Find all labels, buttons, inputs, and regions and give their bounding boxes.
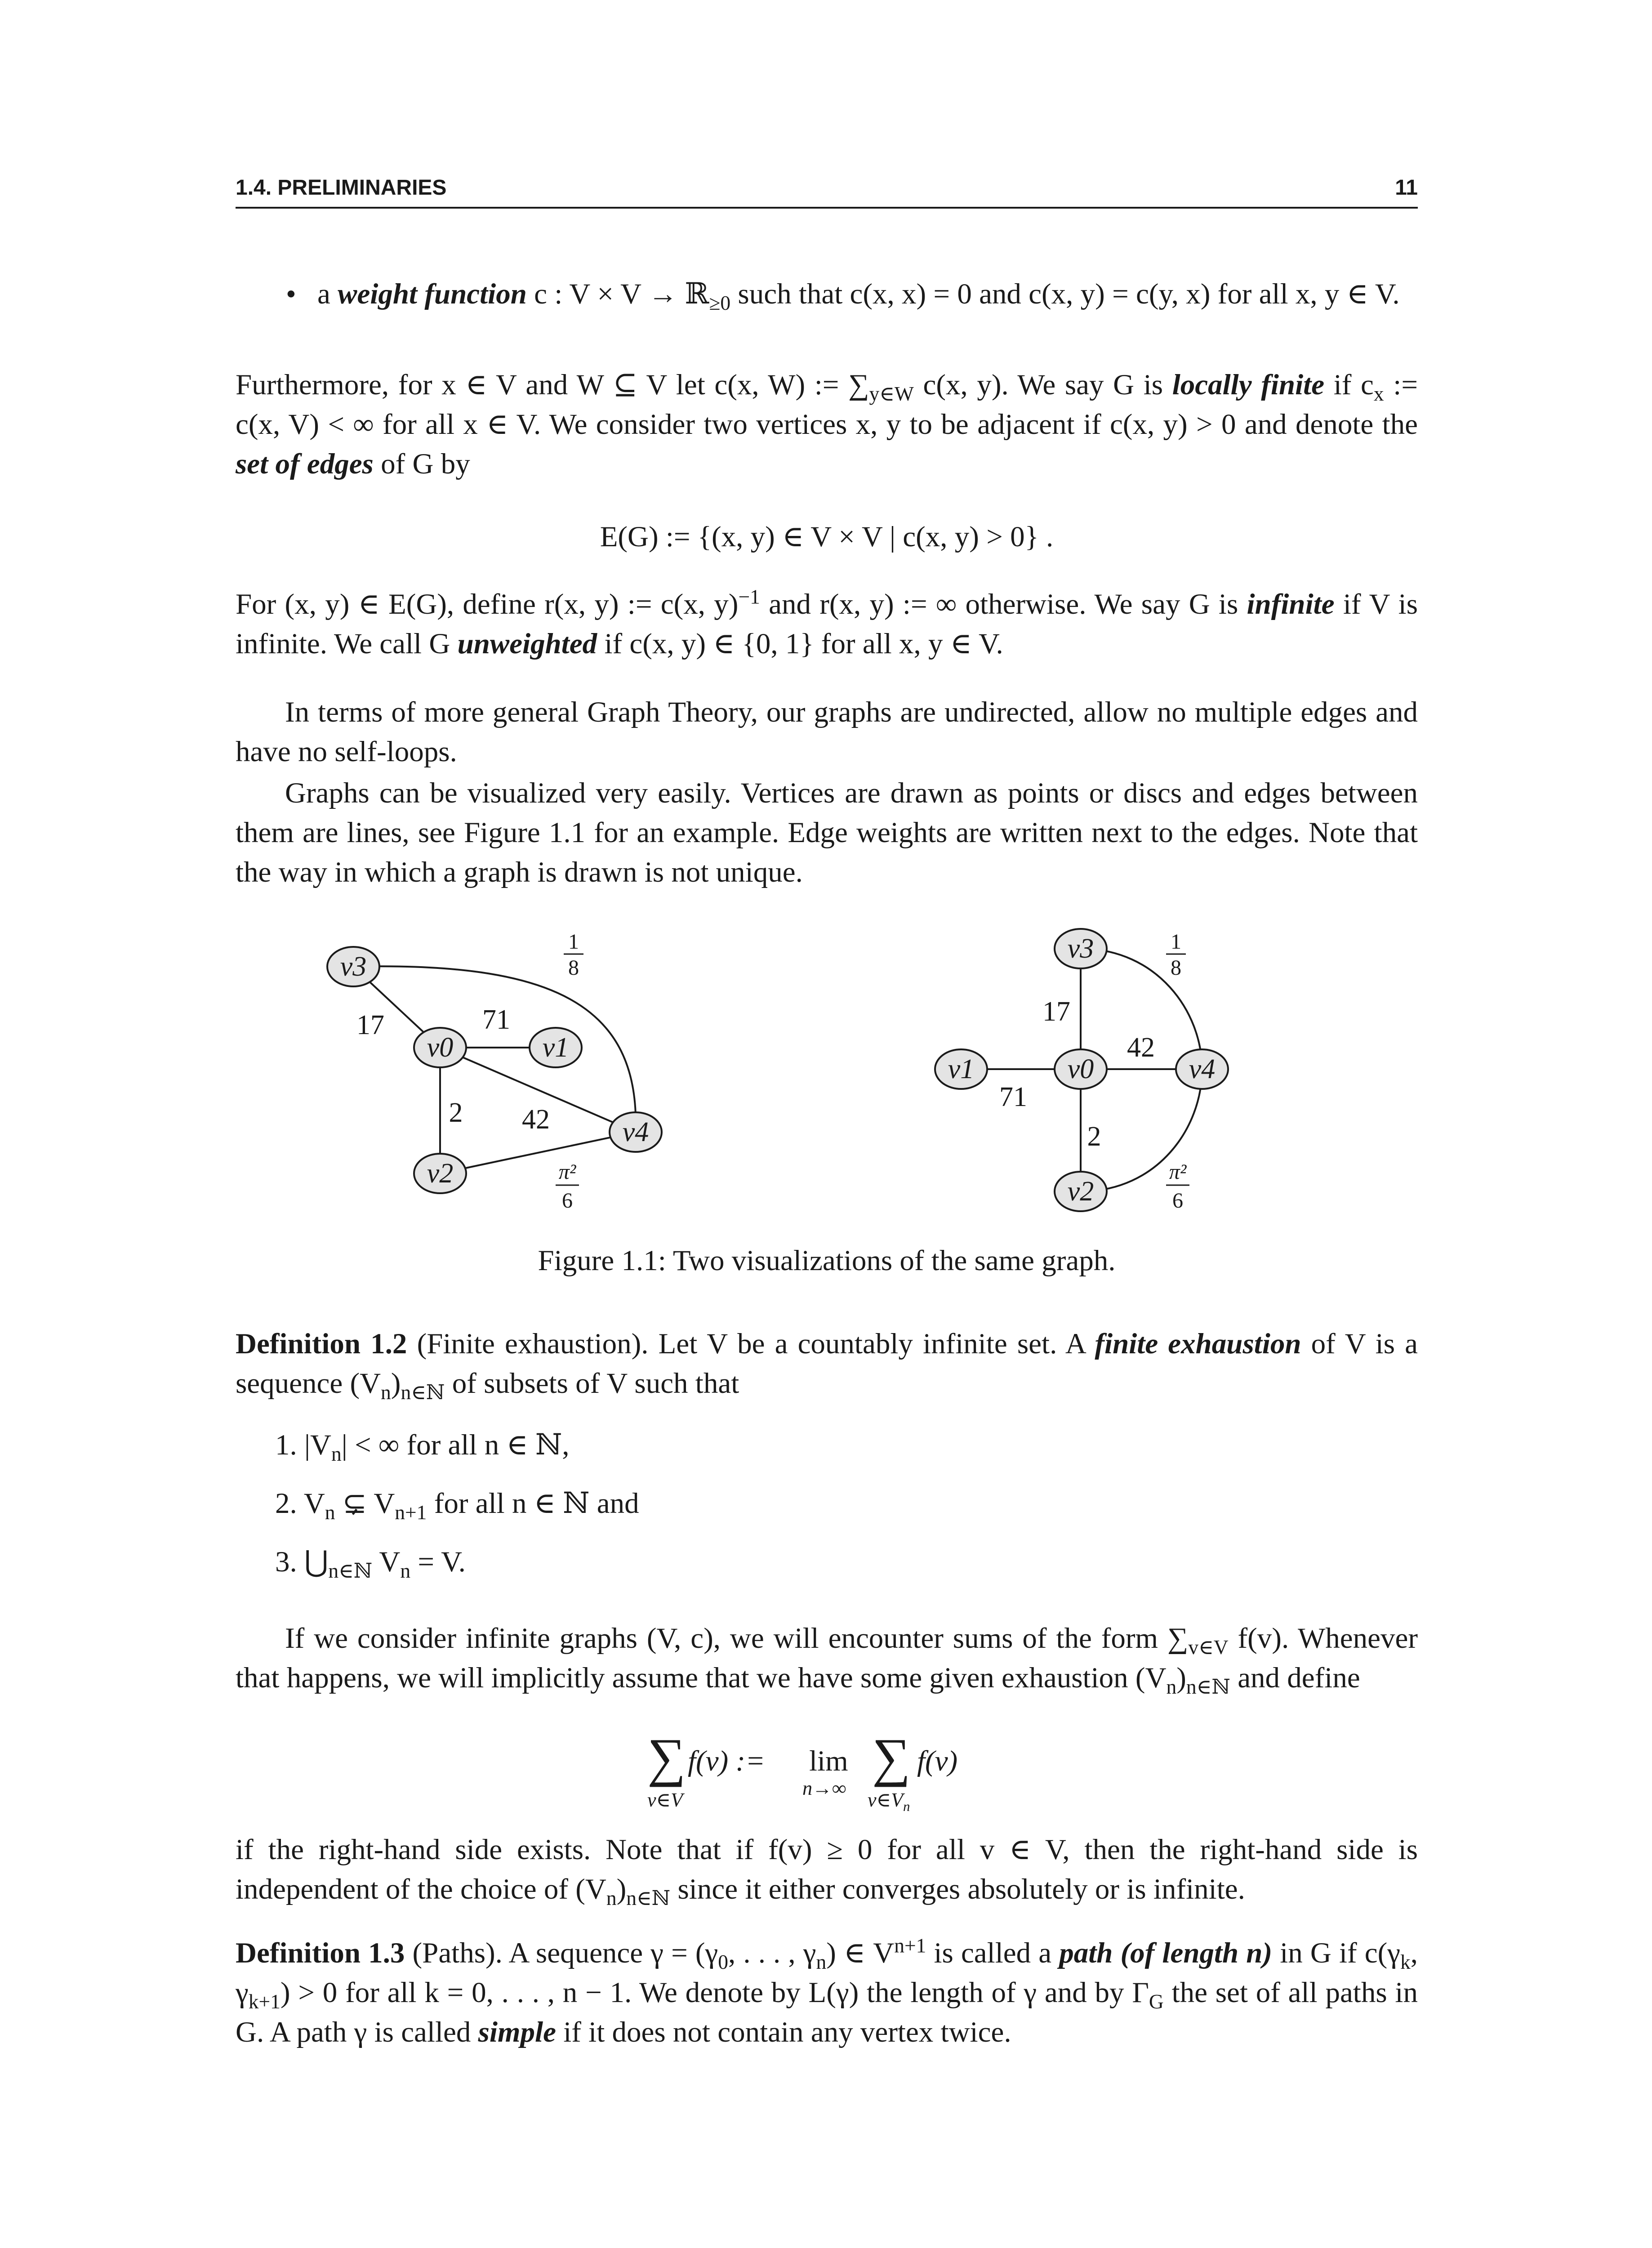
sum-sign-right: ∑	[872, 1727, 911, 1787]
term-unweighted: unweighted	[457, 628, 597, 660]
enum-item-3: 3. $⋃_{n\in ℕ}$ $V_n = V$.	[275, 1546, 466, 1582]
page-number: 11	[1395, 176, 1418, 200]
left-weight-v3-v0: 17	[356, 1010, 384, 1040]
right-weight-v3-v0: 17	[1042, 996, 1070, 1027]
left-edge-v2-v4	[440, 1132, 636, 1173]
definition-1-3: Definition 1.3 (Paths). A sequence $\gamma = (\gamma_0$, . . . , $\gamma_n$) ∈ $V^{n+1}$ is called a path (of length n) in G if $c(\gamma_k$, $\gamma_{k+1}) > 0$ for all k = 0, . . . , n − 1. We denote by L(γ) the length of γ and by $\Gamma_G$ the set of all paths in G. A path γ is called simple if it does not contain any vertex twice.	[236, 1934, 1418, 2048]
term-weight-function: weight function	[338, 278, 527, 310]
paragraph-graph-theory: In terms of more general Graph Theory, our graphs are undirected, allow no multiple edges and have no self-loops.	[236, 696, 1418, 768]
right-weight-v3-v4-num: 1	[1171, 930, 1181, 954]
left-weight-v2-v4-den: 6	[562, 1189, 573, 1213]
left-label-v4: v4	[622, 1117, 649, 1147]
bullet-weight-function	[286, 274, 1419, 314]
left-label-v2: v2	[427, 1158, 454, 1189]
left-label-v1: v1	[542, 1032, 569, 1063]
right-label-v2: v2	[1067, 1176, 1094, 1207]
left-label-v3: v3	[340, 951, 367, 982]
right-weight-v0-v4: 42	[1127, 1032, 1155, 1063]
left-weight-v0-v2: 2	[449, 1097, 463, 1128]
term-finite-exhaustion: finite exhaustion	[1095, 1328, 1301, 1360]
sum-sign-left: ∑	[647, 1727, 686, 1787]
left-weight-v3-v4-den: 8	[568, 956, 579, 980]
right-weight-v0-v2: 2	[1087, 1121, 1101, 1152]
term-path: path (of length n)	[1059, 1937, 1273, 1969]
bullet-body: a weight function c : V × V → ℝ$_{\ge 0}$ such that c(x, x) = 0 and c(x, y) = c(y, x) for all x, y ∈ V.	[317, 278, 1400, 314]
paragraph-right-hand-side: if the right-hand side exists. Note that if f(v) ≥ 0 for all v ∈ V, then the right-hand side is independent of the choice of $(V_n)_{n\in ℕ}$ since it either converges absolutely or is infinite.	[236, 1833, 1418, 1909]
right-label-v1: v1	[948, 1054, 975, 1084]
sum-rhs-index: $v\in V_n$	[868, 1789, 910, 1814]
definition-label: Definition 1.2	[236, 1328, 407, 1360]
limit: lim	[809, 1745, 848, 1777]
display-edge-set: E(G) := {(x, y) ∈ V × V | c(x, y) > 0} .	[600, 521, 1054, 553]
right-label-v3: v3	[1067, 933, 1094, 964]
definition-1-2: Definition 1.2 (Finite exhaustion). Let V be a countably infinite set. A finite exhaustion of V is a sequence $(V_n)_{n\in ℕ}$ of subsets of V such that	[236, 1328, 1418, 1404]
running-head	[236, 175, 1418, 209]
left-label-v0: v0	[427, 1032, 454, 1063]
right-weight-v3-v4-den: 8	[1171, 956, 1181, 980]
definition-label: Definition 1.3	[236, 1937, 405, 1969]
display-sum-definition	[629, 1726, 1034, 1816]
term-infinite: infinite	[1247, 588, 1335, 620]
term-simple: simple	[478, 2016, 556, 2048]
paragraph-visualization: Graphs can be visualized very easily. Vertices are drawn as points or discs and edges between them are lines, see Figure 1.1 for an example. Edge weights are written next to the edges. Note that the way in which a graph is drawn is not unique.	[236, 777, 1418, 888]
sum-rhs: f(v)	[917, 1745, 958, 1777]
left-weight-v0-v1: 71	[482, 1004, 510, 1035]
figure-1-1	[236, 922, 1418, 1236]
enum-item-1: 1. $|V_n|$ < ∞ for all n ∈ ℕ,	[275, 1429, 570, 1465]
right-label-v0: v0	[1067, 1054, 1094, 1084]
sum-lhs: f(v) :=	[688, 1745, 765, 1777]
left-edge-v3-v4	[353, 966, 636, 1132]
right-label-v4: v4	[1189, 1054, 1216, 1084]
term-locally-finite: locally finite	[1172, 369, 1325, 401]
right-weight-v2-v4-den: 6	[1172, 1189, 1183, 1213]
paragraph-infinite-unweighted: For (x, y) ∈ E(G), define r(x, y) := c(x, y)$^{-1}$ and r(x, y) := ∞ otherwise. We say G is infinite if V is infinite. We call G unweighted if c(x, y) ∈ {0, 1} for all x, y ∈ V.	[236, 585, 1418, 660]
bullet-dot: •	[286, 278, 296, 310]
figure-caption: Figure 1.1: Two visualizations of the same graph.	[538, 1244, 1116, 1277]
limit-index: n→∞	[802, 1777, 846, 1799]
left-weight-v2-v4-num: π²	[558, 1160, 576, 1184]
left-weight-v0-v4: 42	[522, 1104, 550, 1135]
right-weight-v2-v4-num: π²	[1169, 1160, 1187, 1184]
sum-lhs-index: v∈V	[647, 1789, 683, 1811]
paragraph-locally-finite: Furthermore, for x ∈ V and W ⊆ V let c(x, W) := $\sum_{y\in W}$ c(x, y). We say G is locally finite if $c_x$ := c(x, V) < ∞ for all x ∈ V. We consider two vertices x, y to be adjacent if c(x, y) > 0 and denote the set of edges of G by	[236, 369, 1418, 480]
left-weight-v3-v4-num: 1	[568, 930, 579, 954]
graph-drawings	[236, 922, 1418, 1236]
right-weight-v1-v0: 71	[999, 1082, 1027, 1112]
section-title: 1.4. PRELIMINARIES	[236, 176, 447, 200]
term-set-of-edges: set of edges	[236, 448, 374, 480]
paragraph-sums: If we consider infinite graphs (V, c), we will encounter sums of the form $\sum_{v\in V}$ f(v). Whenever that happens, we will implicitly assume that we have some given exhaustion $(V_n)_{n\in ℕ}$ and define	[236, 1622, 1418, 1698]
enum-item-2: 2. $V_n$ ⊊ $V_{n+1}$ for all n ∈ ℕ and	[275, 1487, 639, 1524]
